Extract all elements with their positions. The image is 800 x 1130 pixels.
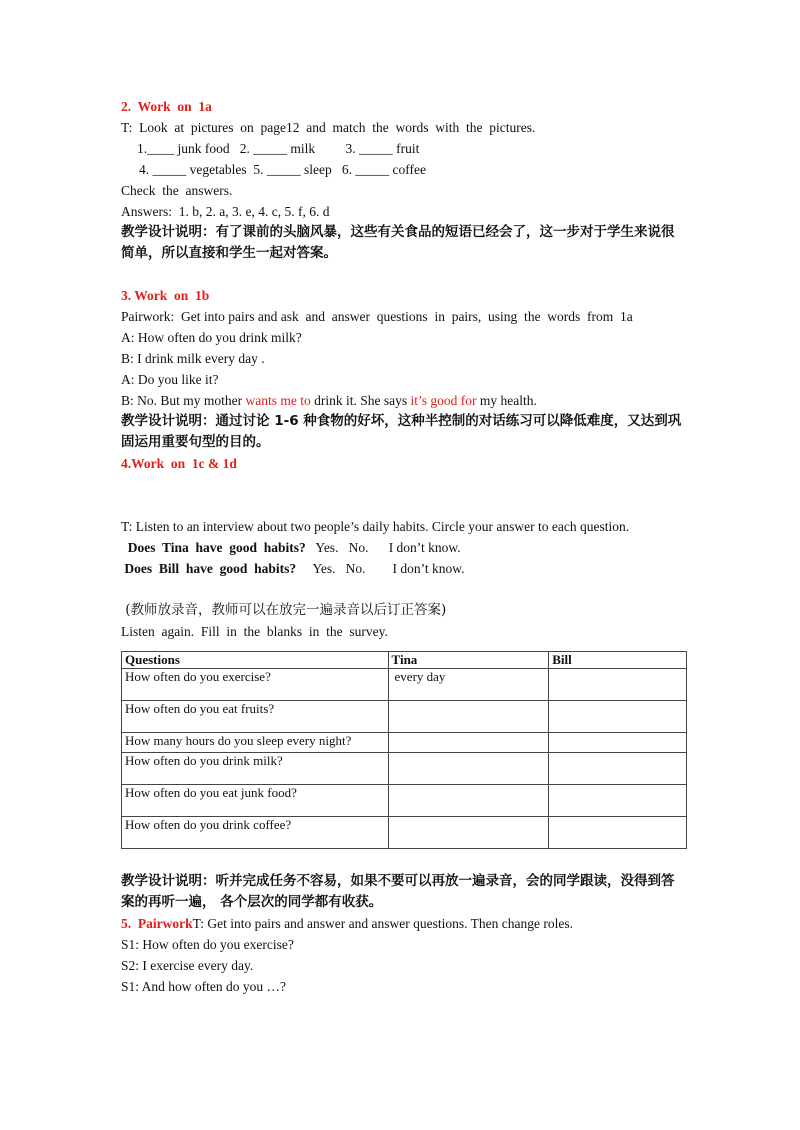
dialogue-line: S1: And how often do you …? [121, 979, 286, 994]
bill-cell [549, 669, 687, 701]
match-items-row-1: 1.____ junk food 2. _____ milk 3. _____ fruit [137, 141, 420, 156]
section-4-heading: 4.Work on 1c & 1d [121, 456, 237, 471]
table-row [122, 753, 687, 785]
dialogue-line: B: I drink milk every day . [121, 351, 265, 366]
bill-cell [549, 733, 687, 753]
question-cell: How often do you eat fruits? [122, 701, 389, 733]
section-5-line [121, 913, 686, 934]
dialogue-line: S2: I exercise every day. [121, 958, 254, 973]
section-2-instruction: T: Look at pictures on page12 and match the words with the pictures. [121, 120, 536, 135]
dialogue-line: S1: How often do you exercise? [121, 937, 294, 952]
question-options: Yes. No. I don’t know. [305, 540, 461, 555]
dialogue-line: A: How often do you drink milk? [121, 330, 302, 345]
lesson-document [121, 96, 686, 997]
dialogue-text: B: No. But my mother [121, 393, 246, 408]
table-row [122, 701, 687, 733]
question-cell: How often do you eat junk food? [122, 785, 389, 817]
dialogue-line [121, 390, 686, 411]
section-4-instruction: T: Listen to an interview about two people’s daily habits. Circle your answer to each question. [121, 519, 630, 534]
dialogue-text: my health. [476, 393, 537, 408]
question-cell: How many hours do you sleep every night? [122, 733, 389, 753]
bill-cell [549, 753, 687, 785]
table-row [122, 733, 687, 753]
section-2-design-note: 教学设计说明：有了课前的头脑风暴，这些有关食品的短语已经会了，这一步对于学生来说很简单，所以直接和学生一起对答案。 [121, 224, 675, 261]
dialogue-text: drink it. She says [310, 393, 411, 408]
bill-cell [549, 701, 687, 733]
check-answers: Check the answers. [121, 183, 233, 198]
highlight-phrase: wants me to [245, 393, 311, 408]
answers: Answers: 1. b, 2. a, 3. e, 4. c, 5. f, 6. d [121, 204, 330, 219]
tina-cell [388, 817, 549, 849]
tina-cell: every day [388, 669, 549, 701]
section-5-instruction: T: Get into pairs and answer and answer questions. Then change roles. [192, 916, 573, 931]
listen-again: Listen again. Fill in the blanks in the survey. [121, 624, 388, 639]
question-cell: How often do you exercise? [122, 669, 389, 701]
tina-cell [388, 753, 549, 785]
question-text: Does Bill have good habits? [121, 561, 297, 576]
question-cell: How often do you drink milk? [122, 753, 389, 785]
section-3-heading: 3. Work on 1b [121, 288, 210, 303]
tina-cell [388, 733, 549, 753]
section-5-heading: 5. Pairwork [121, 916, 193, 931]
bill-cell [549, 817, 687, 849]
section-2-heading: 2. Work on 1a [121, 99, 212, 114]
table-row [122, 785, 687, 817]
question-text: Does Tina have good habits? [121, 540, 306, 555]
question-options: Yes. No. I don’t know. [296, 561, 465, 576]
table-header-row [122, 652, 687, 669]
table-row [122, 669, 687, 701]
teacher-note: (教师放录音，教师可以在放完一遍录音以后订正答案) [121, 602, 447, 618]
section-3-design-note: 教学设计说明：通过讨论 1-6 种食物的好坏，这种半控制的对话练习可以降低难度，又达到巩固运用重要句型的目的。 [121, 413, 682, 450]
tina-cell [388, 785, 549, 817]
tina-cell [388, 701, 549, 733]
section-4-design-note: 教学设计说明：听并完成任务不容易，如果不要可以再放一遍录音，会的同学跟读，没得到答案的再听一遍， 各个层次的同学都有收获。 [121, 873, 675, 910]
header-tina: Tina [388, 652, 549, 669]
highlight-phrase: it’s good for [410, 393, 477, 408]
table-row [122, 817, 687, 849]
question-bill [121, 558, 686, 579]
match-items-row-2: 4. _____ vegetables 5. _____ sleep 6. _____ coffee [139, 162, 426, 177]
bill-cell [549, 785, 687, 817]
survey-table [121, 651, 687, 849]
section-3-instruction: Pairwork: Get into pairs and ask and answer questions in pairs, using the words from 1a [121, 309, 633, 324]
question-cell: How often do you drink coffee? [122, 817, 389, 849]
header-bill: Bill [549, 652, 687, 669]
question-tina [121, 537, 686, 558]
dialogue-line: A: Do you like it? [121, 372, 219, 387]
header-questions: Questions [122, 652, 389, 669]
